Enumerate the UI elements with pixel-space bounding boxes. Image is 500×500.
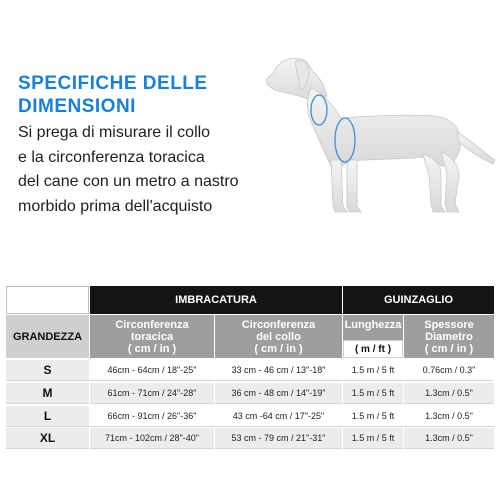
neck-column-header: Circonferenza del collo ( cm / in ) bbox=[215, 315, 342, 358]
table-cell-length: 1.5 m / 5 ft bbox=[343, 406, 403, 427]
table-cell-neck: 53 cm - 79 cm / 21"-31" bbox=[215, 428, 342, 449]
table-cell-thickness: 1.3cm / 0.5" bbox=[404, 406, 494, 427]
table-cell-length: 1.5 m / 5 ft bbox=[343, 383, 403, 404]
chest-column-header: Circonferenza toracica ( cm / in ) bbox=[90, 315, 214, 358]
measurement-instructions bbox=[18, 121, 239, 219]
table-cell-length: 1.5 m / 5 ft bbox=[343, 428, 403, 449]
instruction-line-3: del cane con un metro a nastro bbox=[18, 173, 239, 190]
table-cell-thickness: 1.3cm / 0.5" bbox=[404, 428, 494, 449]
table-cell-neck: 43 cm -64 cm / 17"-25" bbox=[215, 406, 342, 427]
dog-body bbox=[266, 58, 495, 212]
instruction-line-1: Si prega di misurare il collo bbox=[18, 124, 211, 141]
table-cell-neck: 36 cm - 48 cm / 14"-19" bbox=[215, 383, 342, 404]
dog-mannequin-icon bbox=[255, 48, 500, 228]
length-unit-cell: ( m / ft ) bbox=[343, 340, 403, 358]
size-label-cell: S bbox=[6, 360, 89, 381]
leash-group-header: GUINZAGLIO bbox=[343, 286, 494, 314]
size-column-header: GRANDEZZA bbox=[6, 315, 89, 358]
length-column-header: Lunghezza bbox=[343, 315, 403, 358]
table-cell-thickness: 1.3cm / 0.5" bbox=[404, 383, 494, 404]
table-cell-chest: 71cm - 102cm / 28"-40" bbox=[90, 428, 214, 449]
instruction-line-4: morbido prima dell'acquisto bbox=[18, 197, 213, 215]
table-cell-chest: 61cm - 71cm / 24"-28" bbox=[90, 383, 214, 404]
thickness-column-header: Spessore Diametro ( cm / in ) bbox=[404, 315, 494, 358]
heading-line-2: DIMENSIONI bbox=[18, 96, 136, 117]
harness-group-header: IMBRACATURA bbox=[90, 286, 342, 314]
table-cell-chest: 46cm - 64cm / 18"-25" bbox=[90, 360, 214, 381]
table-cell-chest: 66cm - 91cm / 26"-36" bbox=[90, 406, 214, 427]
size-label-cell: L bbox=[6, 406, 89, 427]
size-label-cell: M bbox=[6, 383, 89, 404]
size-label-cell: XL bbox=[6, 428, 89, 449]
size-chart-table bbox=[6, 286, 494, 448]
table-cell-length: 1.5 m / 5 ft bbox=[343, 360, 403, 381]
instruction-line-2: e la circonferenza toracica bbox=[18, 148, 205, 166]
table-cell-neck: 33 cm - 46 cm / 13"-18" bbox=[215, 360, 342, 381]
heading-line-1: SPECIFICHE DELLE bbox=[18, 73, 208, 94]
page-heading bbox=[18, 72, 208, 118]
table-cell-thickness: 0.76cm / 0.3" bbox=[404, 360, 494, 381]
table-corner-cell bbox=[6, 286, 89, 314]
